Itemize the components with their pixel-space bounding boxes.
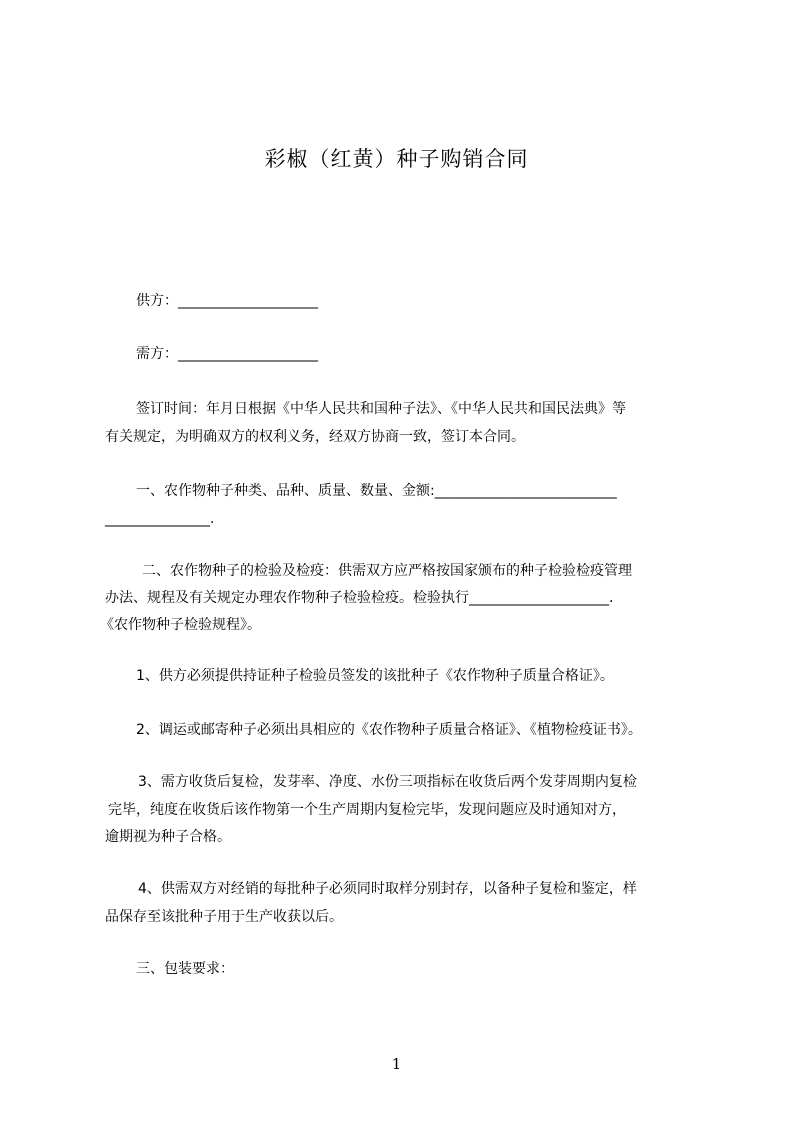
- item1-line: 1、供方必须提供持证种子检验员签发的该批种子《农作物种子质量合格证》。: [136, 668, 614, 684]
- item3-line-3: 逾期视为种子合格。: [105, 829, 231, 845]
- item2-line: 2、调运或邮寄种子必须出具相应的《农作物种子质量合格证》、《植物检疫证书》。: [136, 722, 642, 738]
- page-number: 1: [391, 1055, 402, 1073]
- intro-line-2: 有关规定，为明确双方的权利义务，经双方协商一致，签订本合同。: [105, 429, 525, 445]
- item4-line-1: 4、供需双方对经销的每批种子必须同时取样分别封存，以备种子复检和鉴定，样: [138, 881, 637, 897]
- item3-line-1: 3、需方收货后复检，发芽率、净度、水份三项指标在收货后两个发芽周期内复检: [138, 774, 637, 790]
- item4-line-2: 品保存至该批种子用于生产收获以后。: [105, 909, 343, 925]
- intro-line-1: 签订时间：年月日根据《中华人民共和国种子法》、《中华人民共和国民法典》等: [136, 401, 626, 417]
- section3-line: 三、包装要求：: [136, 961, 234, 977]
- section1-line-2: _______________.: [105, 511, 215, 527]
- section2-line-3: 《农作物种子检验规程》。: [100, 617, 261, 633]
- supplier-line: 供方：____________________: [136, 293, 318, 309]
- buyer-line: 需方：____________________: [136, 346, 318, 362]
- section2-line-2: 办法、规程及有关规定办理农作物种子检验检疫。检验执行____________________.: [105, 590, 614, 606]
- section1-line-1: 一、农作物种子种类、品种、质量、数量、金额:__________________________: [136, 483, 617, 499]
- document-title: 彩椒（红黄）种子购销合同: [264, 147, 529, 171]
- item3-line-2: 完毕，纯度在收货后该作物第一个生产周期内复检完毕，发现问题应及时通知对方，: [108, 802, 626, 818]
- section2-line-1: 二、农作物种子的检验及检疫：供需双方应严格按国家颁布的种子检验检疫管理: [142, 563, 632, 579]
